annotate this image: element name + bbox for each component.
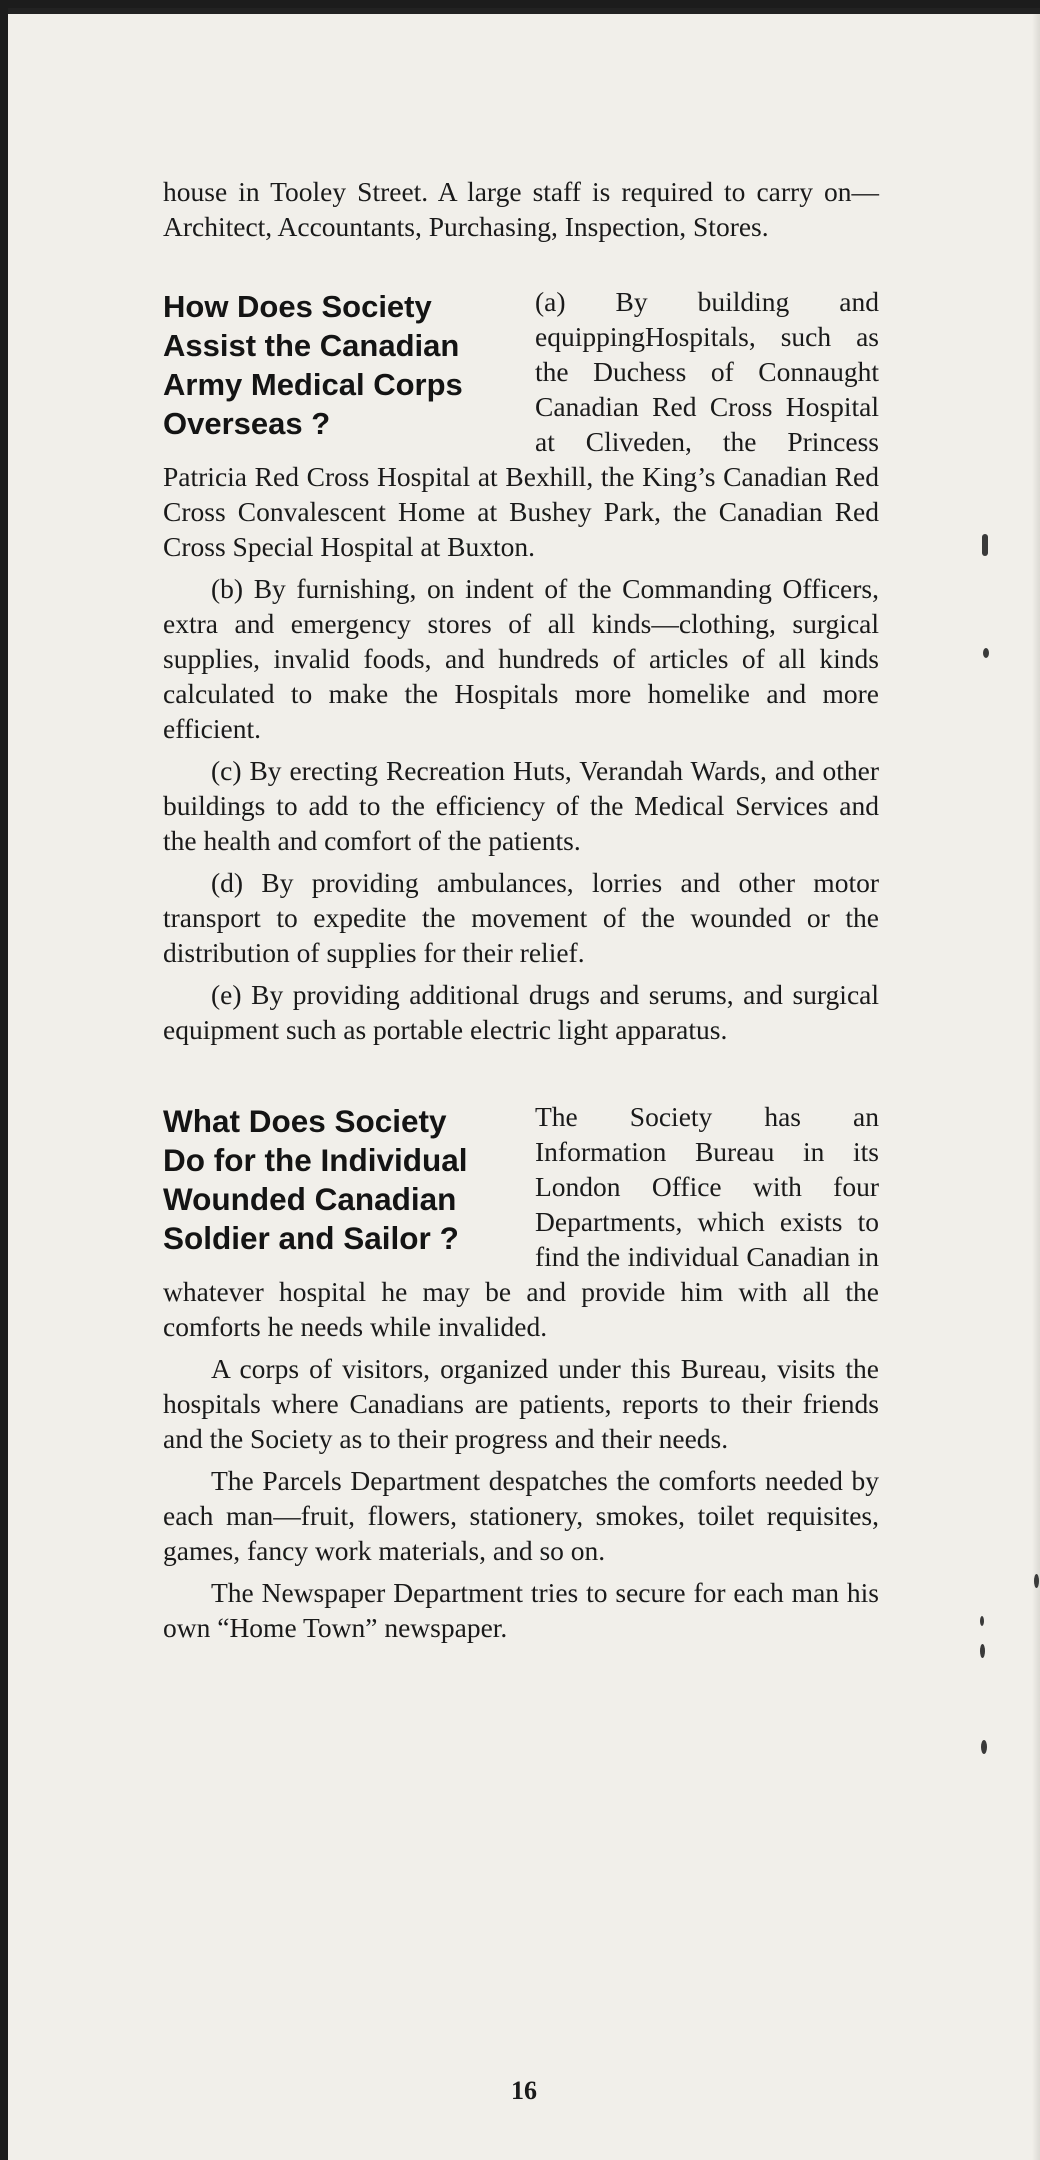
section-heading: [163, 287, 521, 443]
heading-line: Army Medical Corps: [163, 367, 463, 402]
scan-speck: [982, 534, 988, 556]
page-number: 16: [511, 2076, 537, 2105]
heading-line: Overseas ?: [163, 406, 331, 441]
paragraph-d: (d) By providing ambulances, lorries and other motor transport to expedite the movement of the wounded or the distribution of supplies for their relief.: [163, 867, 879, 968]
heading-line: Assist the Canadian: [163, 328, 460, 363]
text-column: [163, 174, 879, 1645]
paragraph-visitors: A corps of visitors, organized under this Bureau, visits the hospitals where Canadians are patients, reports to their friends and the Society as to their progress and their needs.: [163, 1353, 879, 1454]
heading-line: How Does Society: [163, 289, 432, 324]
scan-speck: [983, 648, 989, 658]
scan-speck: [1034, 1574, 1039, 1588]
paragraph-newspaper: The Newspaper Department tries to secure for each man his own “Home Town” newspaper.: [163, 1577, 879, 1643]
heading-line: Wounded Canadian: [163, 1181, 457, 1217]
scanned-page: [8, 8, 1040, 2160]
paragraph-a: (a) By building and equippingHospitals, such as the Duchess of Connaught Canadian Red Cross Hospital at Cliveden, the Princess Patricia Red Cross Hospital at Bexhill, the King’s Canadian Red Cross Convalescent Home at Bushey Park, the Canadian Red Cross Special Hospital at Buxton.: [163, 286, 879, 562]
scan-speck: [981, 1740, 987, 1754]
paragraph-information-bureau: The Society has an Information Bureau in its London Office with four Departments, which exists to find the individual Canadian in whatever hospital he may be and provide him with all the comforts he needs while invalided.: [163, 1101, 879, 1342]
paragraph-b: (b) By furnishing, on indent of the Commanding Officers, extra and emergency stores of all kinds—clothing, surgical supplies, invalid foods, and hundreds of articles of all kinds calculated to make the Hospitals more homelike and more efficient.: [163, 573, 879, 744]
paragraph-parcels: The Parcels Department despatches the comforts needed by each man—fruit, flowers, stationery, smokes, toilet requisites, games, fancy work materials, and so on.: [163, 1465, 879, 1566]
paragraph-c: (c) By erecting Recreation Huts, Verandah Wards, and other buildings to add to the efficiency of the Medical Services and the health and comfort of the patients.: [163, 755, 879, 856]
heading-line: Soldier and Sailor ?: [163, 1220, 459, 1256]
scan-speck: [980, 1644, 985, 1658]
page-edge-shadow: [1032, 14, 1040, 2160]
section-how-does-society-assist: [163, 284, 879, 1047]
heading-line: Do for the Individual: [163, 1142, 468, 1178]
scan-speck: [980, 1616, 984, 1626]
section-heading: [163, 1102, 521, 1258]
section-what-does-society-do: [163, 1099, 879, 1645]
intro-paragraph: house in Tooley Street. A large staff is required to carry on—Architect, Accountants, Purchasing, Inspection, Stores.: [163, 176, 879, 242]
heading-line: What Does Society: [163, 1103, 447, 1139]
paragraph-e: (e) By providing additional drugs and serums, and surgical equipment such as portable electric light apparatus.: [163, 979, 879, 1045]
